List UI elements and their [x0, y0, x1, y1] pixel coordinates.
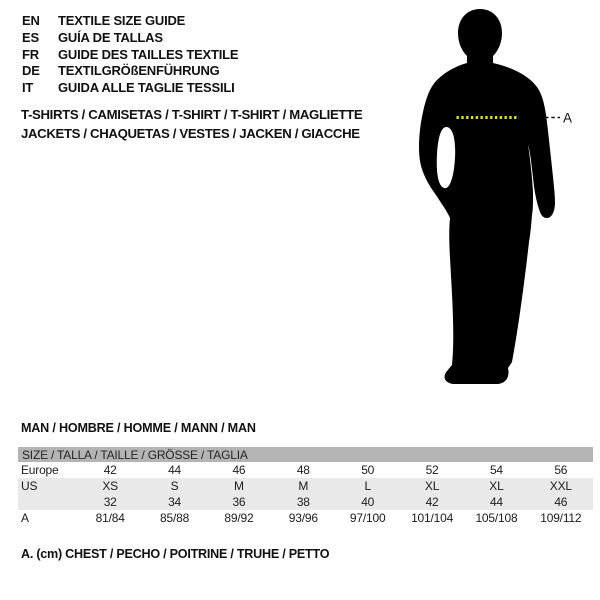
cell: 42 — [400, 494, 464, 510]
cell: 50 — [361, 463, 375, 477]
cell: 52 — [425, 463, 439, 477]
cell: S — [142, 478, 206, 494]
language-code: FR — [22, 46, 39, 62]
row-label: Europe — [21, 463, 59, 477]
cell: 38 — [271, 494, 335, 510]
language-code: DE — [22, 63, 40, 79]
measure-label-a: A — [563, 110, 573, 126]
language-label: GUIDE DES TAILLES TEXTILE — [58, 46, 239, 62]
category-line-jackets: JACKETS / CHAQUETAS / VESTES / JACKEN / GIACCHE — [21, 125, 360, 141]
cell: 44 — [168, 463, 182, 477]
cell: 93/96 — [288, 511, 318, 525]
category-line-tshirts: T-SHIRTS / CAMISETAS / T-SHIRT / T-SHIRT / MAGLIETTE — [21, 107, 363, 122]
cell: 46 — [529, 494, 593, 510]
cell: M — [271, 478, 335, 494]
language-label: TEXTILE SIZE GUIDE — [58, 13, 186, 28]
cell: L — [336, 478, 400, 494]
row-label: US — [18, 478, 78, 494]
table-row-us-numeric — [18, 494, 593, 510]
cell: 56 — [554, 463, 568, 477]
cell: 81/84 — [95, 511, 125, 525]
cell: 44 — [464, 494, 528, 510]
table-row-chest-a — [18, 510, 593, 526]
cell: 101/104 — [411, 511, 454, 525]
cell: 46 — [232, 463, 246, 477]
row-label — [18, 494, 78, 510]
cell: XS — [78, 478, 142, 494]
language-code: ES — [22, 29, 39, 45]
measurement-footnote: A. (cm) CHEST / PECHO / POITRINE / TRUHE / PETTO — [21, 547, 330, 561]
cell: 89/92 — [224, 511, 254, 525]
cell: 36 — [207, 494, 271, 510]
language-code: EN — [22, 13, 40, 28]
cell: 109/112 — [540, 511, 582, 525]
man-silhouette — [419, 9, 555, 384]
cell: 85/88 — [160, 511, 190, 525]
cell: XL — [400, 478, 464, 494]
section-title-man: MAN / HOMBRE / HOMME / MANN / MAN — [21, 421, 256, 435]
table-row-europe — [18, 462, 593, 478]
language-label: GUIDA ALLE TAGLIE TESSILI — [58, 80, 235, 96]
cell: XL — [464, 478, 528, 494]
cell: 48 — [296, 463, 310, 477]
cell: 32 — [78, 494, 142, 510]
cell: 97/100 — [349, 511, 386, 525]
size-table-header-row — [18, 447, 593, 462]
cell: 54 — [489, 463, 503, 477]
cell: XXL — [529, 478, 593, 494]
language-label: GUÍA DE TALLAS — [58, 29, 163, 45]
cell: 40 — [336, 494, 400, 510]
cell: M — [207, 478, 271, 494]
size-table-header: SIZE / TALLA / TAILLE / GRÖSSE / TAGLIA — [18, 447, 593, 462]
cell: 34 — [142, 494, 206, 510]
cell: 105/108 — [475, 511, 518, 525]
table-row-us — [18, 478, 593, 494]
language-code: IT — [22, 80, 34, 96]
language-label: TEXTILGRÖßENFÜHRUNG — [58, 63, 220, 79]
row-label: A — [21, 511, 29, 525]
cell: 42 — [103, 463, 117, 477]
size-table — [18, 447, 593, 526]
